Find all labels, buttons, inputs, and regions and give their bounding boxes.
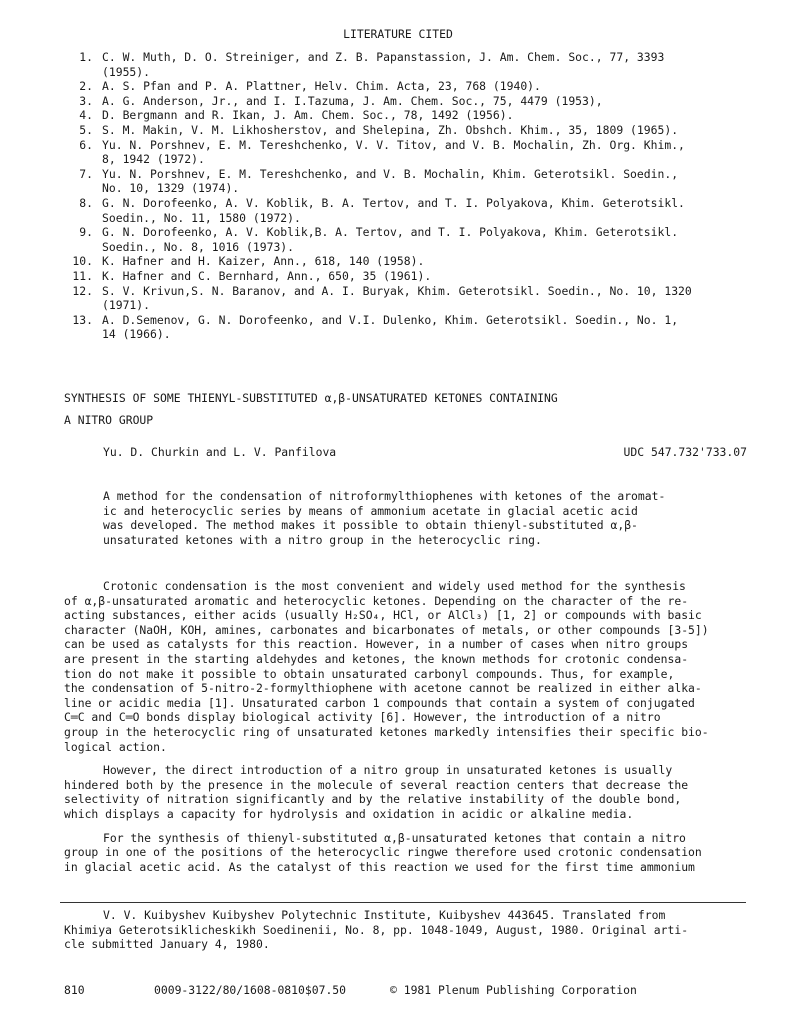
article-title-line: A NITRO GROUP — [64, 412, 154, 427]
footnote-divider — [60, 902, 746, 903]
reference-line: (1971). — [102, 298, 151, 313]
body-paragraph — [64, 831, 764, 875]
reference-line: 8, 1942 (1972). — [102, 152, 205, 167]
body-line: However, the direct introduction of a nitro group in unsaturated ketones is usually — [103, 763, 673, 778]
footnote-line: V. V. Kuibyshev Kuibyshev Polytechnic Institute, Kuibyshev 443645. Translated from — [103, 908, 666, 922]
affiliation-footnote — [64, 908, 754, 952]
footnote-line: cle submitted January 4, 1980. — [64, 937, 270, 952]
reference-line: A. S. Pfan and P. A. Plattner, Helv. Chim. Acta, 23, 768 (1940). — [102, 79, 541, 94]
reference-text — [102, 269, 758, 284]
reference-text — [102, 138, 758, 167]
reference-item — [58, 269, 758, 284]
reference-item — [58, 79, 758, 94]
reference-line: Soedin., No. 8, 1016 (1973). — [102, 239, 295, 254]
reference-number: 2. — [79, 79, 93, 94]
reference-item — [58, 123, 758, 138]
article-body — [64, 579, 764, 883]
abstract-line: unsaturated ketones with a nitro group in the heterocyclic ring. — [103, 532, 542, 547]
body-line: Crotonic condensation is the most convenient and widely used method for the synthesis — [103, 579, 686, 593]
reference-number: 8. — [79, 195, 93, 210]
reference-item — [58, 254, 758, 269]
reference-text — [102, 196, 758, 225]
body-line: the condensation of 5-nitro-2-formylthiophene with acetone cannot be realized in either alka- — [64, 681, 702, 696]
reference-number: 6. — [79, 137, 93, 152]
reference-item — [58, 167, 758, 196]
reference-item — [58, 196, 758, 225]
reference-line: A. D.Semenov, G. N. Dorofeenko, and V.I. Dulenko, Khim. Geterotsikl. Soedin., No. 1, — [102, 312, 679, 327]
body-line: hindered both by the presence in the molecule of several reaction centers that decrease the — [64, 777, 689, 792]
abstract — [103, 489, 703, 547]
body-line: can be used as catalysts for this reaction. However, in a number of cases when nitro groups — [64, 637, 689, 652]
body-line: are present in the starting aldehydes and ketones, the known methods for crotonic condensa- — [64, 651, 689, 666]
reference-number: 12. — [72, 283, 93, 298]
page-number: 810 — [64, 983, 85, 997]
reference-line: 14 (1966). — [102, 327, 171, 342]
reference-line: (1955). — [102, 64, 151, 79]
reference-item — [58, 50, 758, 79]
reference-line: Soedin., No. 11, 1580 (1972). — [102, 210, 301, 225]
reference-line: S. M. Makin, V. M. Likhosherstov, and Shelepina, Zh. Obshch. Khim., 35, 1809 (1965). — [102, 122, 679, 137]
reference-item — [58, 94, 758, 109]
reference-text — [102, 50, 758, 79]
price-code: 0009-3122/80/1608-0810$07.50 — [154, 983, 347, 997]
reference-line: D. Bergmann and R. Ikan, J. Am. Chem. Soc., 78, 1492 (1956). — [102, 108, 514, 123]
reference-number: 4. — [79, 108, 93, 123]
reference-line: Yu. N. Porshnev, E. M. Tereshchenko, V. V. Titov, and V. B. Mochalin, Zh. Org. Khim., — [102, 137, 685, 152]
reference-number: 13. — [72, 312, 93, 327]
article-title — [64, 391, 744, 434]
reference-item — [58, 313, 758, 342]
reference-text — [102, 284, 758, 313]
reference-line: Yu. N. Porshnev, E. M. Tereshchenko, and V. B. Mochalin, Khim. Geterotsikl. Soedin., — [102, 166, 679, 181]
article-title-line: SYNTHESIS OF SOME THIENYL-SUBSTITUTED α,β-UNSATURATED KETONES CONTAINING — [64, 391, 558, 405]
reference-line: C. W. Muth, D. O. Streiniger, and Z. B. Papanstassion, J. Am. Chem. Soc., 77, 3393 — [102, 50, 665, 64]
reference-text — [102, 79, 758, 94]
reference-number: 9. — [79, 225, 93, 240]
reference-number: 3. — [79, 93, 93, 108]
reference-text — [102, 123, 758, 138]
body-line: acting substances, either acids (usually H₂SO₄, HCl, or AlCl₃) [1, 2] or compounds with basic — [64, 608, 702, 623]
reference-text — [102, 313, 758, 342]
reference-text — [102, 108, 758, 123]
footnote-line: Khimiya Geterotsiklicheskikh Soedinenii, No. 8, pp. 1048-1049, August, 1980. Original arti- — [64, 922, 689, 937]
body-line: selectivity of nitration significantly and by the relative instability of the double bond, — [64, 792, 682, 807]
abstract-line: was developed. The method makes it possible to obtain thienyl-substituted α,β- — [103, 518, 638, 533]
reference-number: 5. — [79, 122, 93, 137]
body-paragraph — [64, 579, 764, 754]
reference-number: 11. — [72, 268, 93, 283]
abstract-line: A method for the condensation of nitroformylthiophenes with ketones of the aromat- — [103, 489, 666, 503]
reference-number: 1. — [79, 50, 93, 64]
body-line: of α,β-unsaturated aromatic and heterocyclic ketones. Depending on the character of the re- — [64, 593, 689, 608]
body-line: character (NaOH, KOH, amines, carbonates and bicarbonates of metals, or other compounds [3-5]) — [64, 622, 709, 637]
reference-line: A. G. Anderson, Jr., and I. I.Tazuma, J. Am. Chem. Soc., 75, 4479 (1953), — [102, 93, 603, 108]
body-line: group in one of the positions of the heterocyclic ringwe therefore used crotonic condensation — [64, 845, 702, 860]
body-line: For the synthesis of thienyl-substituted α,β-unsaturated ketones that contain a nitro — [103, 830, 686, 845]
body-line: in glacial acetic acid. As the catalyst of this reaction we used for the first time ammonium — [64, 859, 695, 874]
reference-line: K. Hafner and C. Bernhard, Ann., 650, 35 (1961). — [102, 268, 432, 283]
reference-line: G. N. Dorofeenko, A. V. Koblik, B. A. Tertov, and T. I. Polyakova, Khim. Geterotsikl. — [102, 195, 685, 210]
reference-item — [58, 108, 758, 123]
reference-line: G. N. Dorofeenko, A. V. Koblik,B. A. Tertov, and T. I. Polyakova, Khim. Geterotsikl. — [102, 225, 679, 240]
body-line: C═C and C═O bonds display biological activity [6]. However, the introduction of a nitro — [64, 710, 661, 725]
article-authors: Yu. D. Churkin and L. V. Panfilova — [103, 445, 337, 459]
literature-cited-heading: LITERATURE CITED — [343, 27, 453, 41]
body-line: line or acidic media [1]. Unsaturated carbon 1 compounds that contain a system of conjugated — [64, 695, 695, 710]
body-paragraph — [64, 763, 764, 821]
reference-line: S. V. Krivun,S. N. Baranov, and A. I. Buryak, Khim. Geterotsikl. Soedin., No. 10, 1320 — [102, 283, 692, 298]
body-line: which displays a capacity for hydrolysis and oxidation in acidic or alkaline media. — [64, 806, 634, 821]
reference-line: K. Hafner and H. Kaizer, Ann., 618, 140 (1958). — [102, 254, 425, 269]
abstract-line: ic and heterocyclic series by means of ammonium acetate in glacial acetic acid — [103, 503, 638, 518]
body-line: logical action. — [64, 739, 167, 754]
reference-number: 7. — [79, 166, 93, 181]
reference-text — [102, 167, 758, 196]
reference-text — [102, 254, 758, 269]
body-line: group in the heterocyclic ring of unsaturated ketones markedly intensifies their specific bio- — [64, 724, 709, 739]
reference-item — [58, 138, 758, 167]
body-line: tion do not make it possible to obtain unsaturated carbonyl compounds. Thus, for example, — [64, 666, 675, 681]
reference-item — [58, 225, 758, 254]
reference-number: 10. — [72, 254, 93, 269]
copyright-notice: © 1981 Plenum Publishing Corporation — [390, 983, 637, 997]
reference-text — [102, 225, 758, 254]
reference-list — [58, 50, 758, 342]
udc-code: UDC 547.732'733.07 — [623, 445, 747, 459]
reference-text — [102, 94, 758, 109]
reference-item — [58, 284, 758, 313]
reference-line: No. 10, 1329 (1974). — [102, 181, 240, 196]
